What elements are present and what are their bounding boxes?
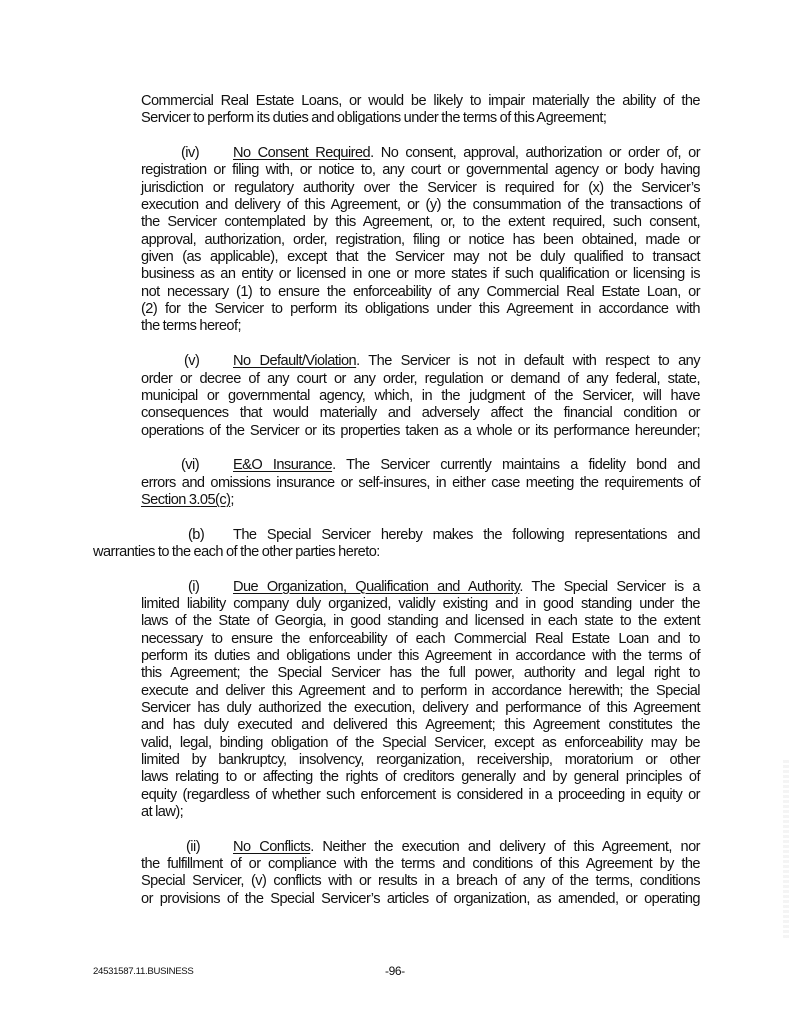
text-line: operations of the Servicer or its properties taken as a whole or its performance hereunder; [141,422,700,439]
text-line: necessary to ensure the enforceability of each Commercial Real Estate Loan and to [141,630,700,647]
section-heading: E&O Insurance [233,457,333,474]
footer-page-number: -96- [385,964,405,978]
text-run: . Neither the execution and delivery of this Agreement, nor [310,838,700,855]
text-line: warranties to the each of the other parties hereto: [93,543,380,560]
text-run: . No consent, approval, authorization or order of, or [370,145,701,162]
text-line: order or decree of any court or any order, regulation or demand of any federal, state, [141,370,700,387]
text-line: Servicer has duly authorized the execution, delivery and performance of this Agreement [141,700,700,717]
section-number: (ii) [186,838,201,855]
text-line: approval, authorization, order, registration, filing or notice has been obtained, made or [141,231,700,248]
footer-document-id: 24531587.11.BUSINESS [93,966,194,977]
text-line: perform its duties and obligations under this Agreement in accordance with the terms of [141,648,700,664]
text-line: consequences that would materially and adversely affect the financial condition or [141,405,700,422]
section-heading: Due Organization, Qualification and Authority [233,578,520,595]
text-run: The Special Servicer hereby makes the following representations and [233,526,700,543]
paragraph-due-organization [141,579,700,822]
text-line: Special Servicer, (v) conflicts with or results in a breach of any of the terms, conditions [141,873,700,890]
text-line: the Servicer contemplated by this Agreement, or, to the extent required, such consent, [141,214,700,231]
paragraph-no-default-violation [141,353,700,440]
paragraph-continuation [141,93,700,128]
text-line: jurisdiction or regulatory authority over the Servicer is required for (x) the Servicer’s [141,179,700,196]
edge-watermark [783,760,789,940]
section-heading: No Conflicts [233,838,311,855]
paragraph-b-intro [93,526,700,562]
paragraph-no-conflicts [141,839,700,908]
text-line: not necessary (1) to ensure the enforceability of any Commercial Real Estate Loan, or [141,283,700,300]
paragraph-first-line [141,457,700,474]
text-line: this Agreement; the Special Servicer has the full power, authority and legal right to [141,665,700,682]
text-line: business as an entity or licensed in one or more states if such qualification or licensing is [141,266,700,283]
paragraph-first-line [141,145,700,162]
paragraph-first-line [141,579,700,596]
text-line: registration or filing with, or notice to, any court or governmental agency or body having [141,162,700,179]
section-number: (iv) [181,145,200,162]
section-heading: No Consent Required [233,145,371,162]
text-line: laws relating to or affecting the rights of creditors generally and by general principles of [141,769,700,786]
text-line: (2) for the Servicer to perform its obligations under this Agreement in accordance with [141,301,700,318]
text-line: or provisions of the Special Servicer’s articles of organization, as amended, or operating [141,890,700,907]
paragraph-eo-insurance [141,457,700,509]
document-body [93,93,701,926]
text-line: Commercial Real Estate Loans, or would be likely to impair materially the ability of the [141,93,700,109]
paragraph-last-line [141,492,700,509]
text-line: laws of the State of Georgia, in good standing and licensed in each state to the extent [141,613,700,630]
text-run: . The Servicer currently maintains a fidelity bond and [332,457,700,474]
text-line: limited by bankruptcy, insolvency, reorganization, receivership, moratorium or other [141,752,700,769]
paragraph-first-line [141,527,700,544]
section-heading: No Default/Violation [233,353,357,370]
text-line: Servicer to perform its duties and obligations under the terms of this Agreement; [141,110,607,127]
section-number: (v) [184,353,200,370]
section-number: (i) [188,578,200,595]
text-run: . The Servicer is not in default with respect to any [356,353,700,370]
text-line: equity (regardless of whether such enforcement is considered in a proceeding in equity or [141,786,700,803]
text-line: errors and omissions insurance or self-insures, in either case meeting the requirements of [141,474,700,491]
text-run: ; [230,491,234,508]
paragraph-first-line [141,353,700,370]
text-line: limited liability company duly organized, validly existing and in good standing under the [141,595,700,612]
section-number: (b) [188,526,205,543]
paragraph-no-consent-required [141,145,700,336]
text-line: and has duly executed and delivered this Agreement; this Agreement constitutes the [141,717,700,734]
text-line: valid, legal, binding obligation of the Special Servicer, except as enforceability may be [141,734,700,751]
section-number: (vi) [181,457,200,474]
text-line: execute and deliver this Agreement and to perform in accordance herewith; the Special [141,682,700,699]
section-reference-link[interactable]: Section 3.05(c) [141,491,231,508]
text-run: . The Special Servicer is a [519,578,700,595]
paragraph-first-line [141,839,700,856]
text-line: given (as applicable), except that the Servicer may not be duly qualified to transact [141,249,700,266]
text-line: at law); [141,804,184,821]
text-line: the fulfillment of or compliance with the terms and conditions of this Agreement by the [141,856,700,873]
text-line: the terms hereof; [141,318,241,335]
text-line: municipal or governmental agency, which, in the judgment of the Servicer, will have [141,387,700,404]
text-line: execution and delivery of this Agreement, or (y) the consummation of the transactions of [141,197,700,214]
